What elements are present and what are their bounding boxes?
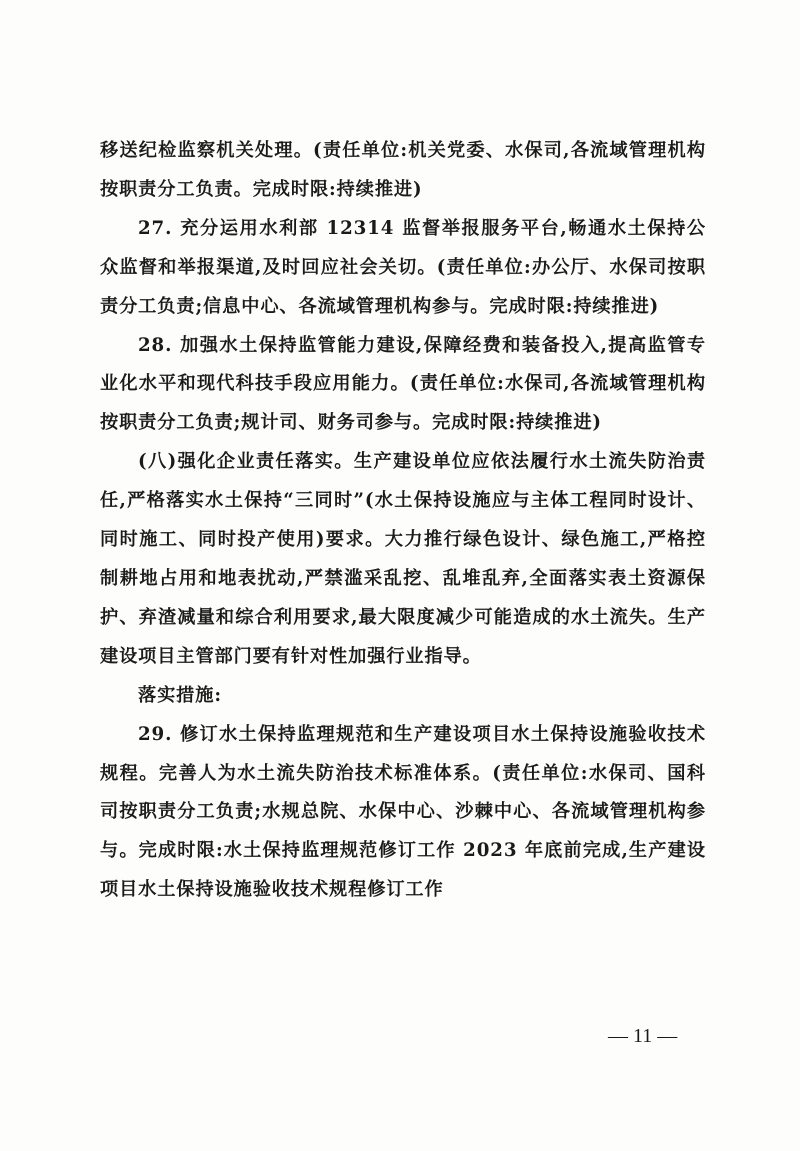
body-text [100,132,706,910]
paragraph-continuation: 移送纪检监察机关处理。(责任单位:机关党委、水保司,各流域管理机构按职责分工负责。完成时限:持续推进) [100,140,706,200]
page-number: — 11 — [608,1025,678,1047]
paragraph-item-28: 28. 加强水土保持监管能力建设,保障经费和装备投入,提高监管专业化水平和现代科技手段应用能力。(责任单位:水保司,各流域管理机构按职责分工负责;规计司、财务司参与。完成时限:持续推进) [100,334,706,434]
paragraph-section-8: (八)强化企业责任落实。生产建设单位应依法履行水土流失防治责任,严格落实水土保持“三同时”(水土保持设施应与主体工程同时设计、同时施工、同时投产使用)要求。大力推行绿色设计、绿色施工,严格控制耕地占用和地表扰动,严禁滥采乱挖、乱堆乱弃,全面落实表土资源保护、弃渣减量和综合利用要求,最大限度减少可能造成的水土流失。生产建设项目主管部门要有针对性加强行业指导。 [100,451,706,667]
paragraph-measures-heading: 落实措施: [138,684,222,706]
paragraph-item-27: 27. 充分运用水利部 12314 监督举报服务平台,畅通水土保持公众监督和举报渠道,及时回应社会关切。(责任单位:办公厅、水保司按职责分工负责;信息中心、各流域管理机构参与。完成时限:持续推进) [100,217,706,317]
paragraph-item-29: 29. 修订水土保持监理规范和生产建设项目水土保持设施验收技术规程。完善人为水土流失防治技术标准体系。(责任单位:水保司、国科司按职责分工负责;水规总院、水保中心、沙棘中心、各流域管理机构参与。完成时限:水土保持监理规范修订工作 2023 年底前完成,生产建设项目水土保持设施验收技术规程修订工作 [100,723,706,901]
